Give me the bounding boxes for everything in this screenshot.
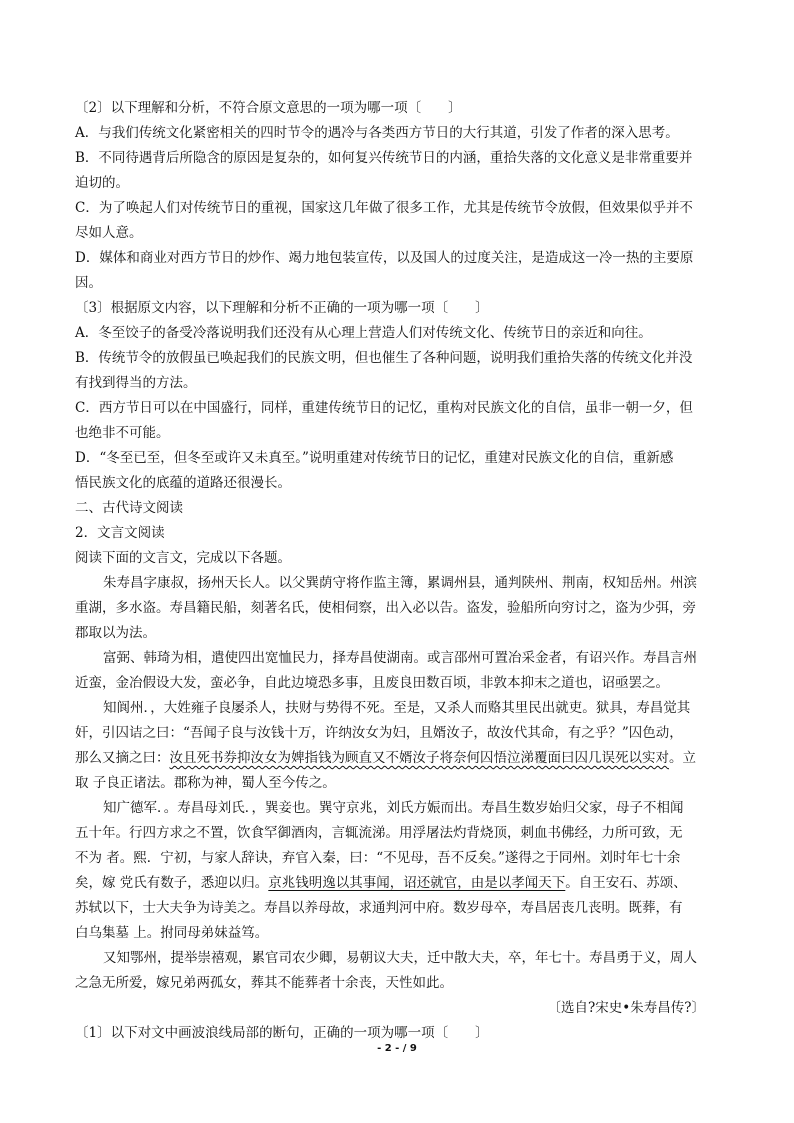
passage-text: 矣，嫁 党氏有数子，悉迎以归。 (75, 875, 269, 891)
passage-line: 知广德军．。寿昌母刘氏．，巽妾也。巽守京兆，刘氏方娠而出。寿昌生数岁始归父家，母子不相闻 (103, 800, 684, 816)
passage-line: 苏轼以下，士大夫争为诗美之。寿昌以养母故，求通判河中府。数岁母卒，寿昌居丧几丧明。既葬，有 (75, 900, 683, 916)
q2-option-c-line2: 尽如人意。 (75, 225, 143, 241)
page-number: - 2 - / 9 (377, 1043, 417, 1054)
section-heading: 二、古代诗文阅读 (75, 500, 183, 516)
q2-option-b-line2: 迫切的。 (75, 175, 129, 191)
question-2-stem: 〔2〕以下理解和分析，不符合原文意思的一项为哪一项〔 〕 (75, 100, 462, 116)
q3-option-d-line2: 悟民族文化的底蕴的道路还很漫长。 (75, 475, 291, 491)
passage-line: 之急无所爱，嫁兄弟两孤女，葬其不能葬者十余丧，天性如此。 (75, 975, 453, 991)
question-1-stem: 〔1〕以下对文中画波浪线局部的断句，正确的一项为哪一项〔 〕 (75, 1025, 489, 1041)
q3-option-b-line1: B．传统节令的放假虽已唤起我们的民族文明，但也催生了各种问题，说明我们重拾失落的传统文化并没 (75, 350, 693, 366)
passage-line: 取 子良正诸法。郡称为神，蜀人至今传之。 (75, 775, 336, 791)
passage-line-with-underline (75, 871, 705, 896)
passage-line: 不为 者。熙．宁初，与家人辞诀，弃官入秦，曰：“不见母，吾不反矣。”遂得之于同州。刘时年七十余 (75, 850, 681, 866)
passage-line: 富弼、韩琦为相，遣使四出宽恤民力，择寿昌使湖南。或言邵州可置冶采金者，有诏兴作。寿昌言州 (103, 650, 697, 666)
passage-line: 又知鄂州，提举崇禧观，累官司农少卿，易朝议大夫，迁中散大夫，卒，年七十。寿昌勇于义，周人 (103, 950, 697, 966)
passage-line: 白乌集墓 上。拊同母弟妹益笃。 (75, 925, 269, 941)
passage-line: 近蛮，金冶假设大发，蛮必争，自此边境恐多事，且废良田数百顷，非敦本抑末之道也，诏亟罢之。 (75, 675, 669, 691)
q2-option-c-line1: C．为了唤起人们对传统节日的重视，国家这几年做了很多工作，尤其是传统节令放假，但效果似乎并不 (75, 200, 693, 216)
passage-line: 朱寿昌字康叔，扬州天长人。以父巽荫守将作监主簿，累调州县，通判陕州、荆南，权知岳州。州滨 (103, 575, 697, 591)
q2-option-a: A．与我们传统文化紧密相关的四时节令的遇冷与各类西方节日的大行其道，引发了作者的深入思考。 (75, 125, 679, 141)
passage-line: 重湖，多水盗。寿昌籍民船，刻著名氏，使相伺察，出入必以告。盗发，验船所向穷讨之，盗为少弭，旁 (75, 600, 696, 616)
q3-option-a: A．冬至饺子的备受冷落说明我们还没有从心理上营造人们对传统文化、传统节日的亲近和向往。 (75, 325, 652, 341)
q2-option-d-line1: D．媒体和商业对西方节日的炒作、竭力地包装宣传，以及国人的过度关注，是造成这一冷一热的主要原 (75, 250, 694, 266)
underlined-sentence: 京兆钱明逸以其事闻，诏还就官，由是以孝闻天下 (268, 875, 566, 891)
passage-line: 奸，引囚诘之曰：“吾闻子良与汝钱十万，许纳汝女为妇，且婿汝子，故汝代其命，有之乎？”囚色动， (75, 725, 683, 741)
q3-option-c-line2: 也绝非不可能。 (75, 425, 170, 441)
question-block (75, 96, 705, 1046)
passage-text: 那么又摘之曰： (75, 750, 170, 766)
passage-line: 知阆州．，大姓雍子良屡杀人，扶财与势得不死。至是，又杀人而赂其里民出就吏。狱具，寿昌觉其 (103, 700, 691, 716)
passage-line: 郡取以为法。 (75, 625, 156, 641)
q3-option-d-line1: D．“冬至已至，但冬至或许又未真至。”说明重建对传统节日的记忆，重建对民族文化的自信，重新感 (75, 450, 674, 466)
passage-text: 。立 (669, 750, 696, 766)
subsection-heading: 2．文言文阅读 (75, 525, 165, 541)
passage-line: 五十年。行四方求之不置，饮食罕御酒肉，言辄流涕。用浮屠法灼背烧顶，刺血书佛经，力所可致，无 (75, 825, 683, 841)
reading-instruction: 阅读下面的文言文，完成以下各题。 (75, 550, 291, 566)
q3-option-c-line1: C．西方节日可以在中国盛行，同样，重建传统节日的记忆，重构对民族文化的自信，虽非一朝一夕，但 (75, 400, 693, 416)
q2-option-d-line2: 因。 (75, 275, 102, 291)
wavy-underlined-passage: 汝且死书券抑汝女为婢指钱为顾直又不婿汝子将奈何囚悟泣涕覆面曰囚几误死以实对 (169, 750, 669, 766)
passage-text: 。自王安石、苏颂、 (565, 875, 687, 891)
q3-option-b-line2: 有找到得当的方法。 (75, 375, 197, 391)
passage-line-with-wavy (75, 746, 705, 771)
passage-source: 〔选自?宋史•朱寿昌传?〕 (547, 1000, 705, 1016)
q2-option-b-line1: B．不同待遇背后所隐含的原因是复杂的，如何复兴传统节日的内涵，重拾失落的文化意义是非常重要并 (75, 150, 693, 166)
question-3-stem: 〔3〕根据原文内容，以下理解和分析不正确的一项为哪一项〔 〕 (75, 300, 489, 316)
